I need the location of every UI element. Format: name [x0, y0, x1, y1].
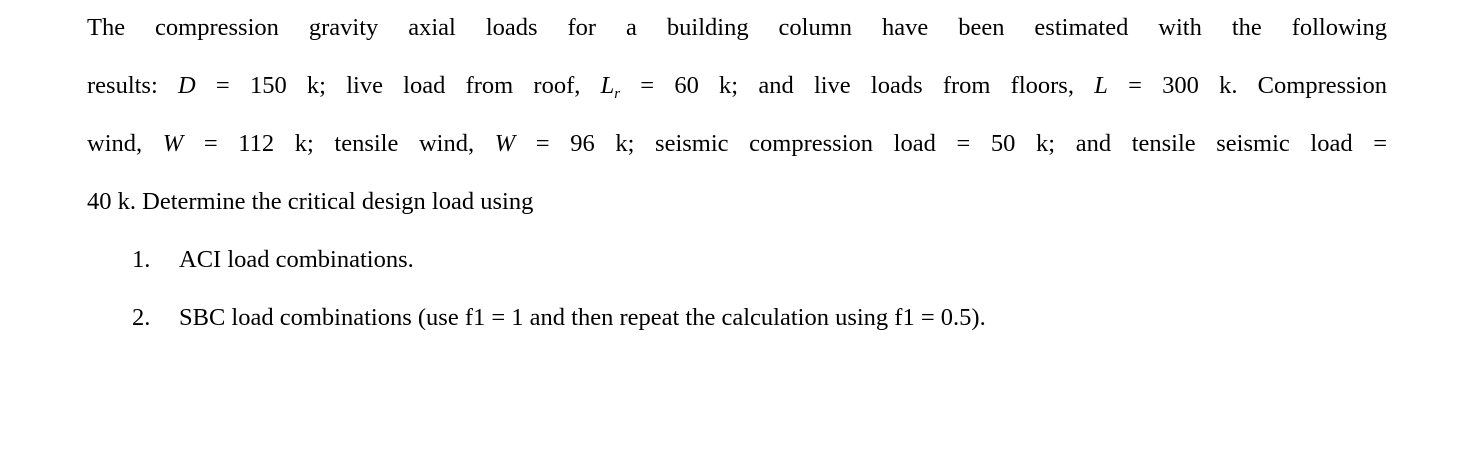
- list-number: 2.: [132, 304, 151, 331]
- statement-text: = 112 k; tensile wind,: [183, 130, 495, 157]
- list-item: [87, 289, 1387, 347]
- problem-document: [87, 0, 1387, 347]
- statement-text: = 150 k; live load from roof,: [195, 72, 601, 99]
- statement-text: wind,: [87, 130, 163, 157]
- statement-line-2: [87, 57, 1387, 115]
- wind-load-symbol: W: [494, 130, 516, 157]
- dead-load-symbol: D: [178, 72, 196, 99]
- statement-line-3: [87, 115, 1387, 173]
- floor-live-load-symbol: L: [1094, 72, 1108, 99]
- symbol-letter: L: [600, 72, 615, 99]
- statement-text: The compression gravity axial loads for a building column have been estimated with the following: [87, 14, 1387, 41]
- list-item-text: ACI load combinations.: [179, 246, 414, 273]
- wind-load-symbol: W: [162, 130, 184, 157]
- statement-text: = 96 k; seismic compression load = 50 k; and tensile seismic load =: [515, 130, 1388, 157]
- statement-line-4: [87, 173, 1387, 231]
- task-list: [87, 231, 1387, 347]
- list-item: [87, 231, 1387, 289]
- statement-text: 40 k. Determine the critical design load using: [87, 188, 534, 215]
- statement-line-1: [87, 0, 1387, 57]
- statement-text: results:: [87, 72, 178, 99]
- statement-text: = 60 k; and live loads from floors,: [620, 72, 1095, 99]
- symbol-subscript: r: [614, 86, 621, 102]
- roof-live-load-symbol: [600, 72, 621, 102]
- list-number: 1.: [132, 246, 151, 273]
- problem-statement: [87, 0, 1387, 231]
- statement-text: = 300 k. Compression: [1107, 72, 1387, 99]
- list-item-text: SBC load combinations (use f1 = 1 and then repeat the calculation using f1 = 0.5).: [179, 304, 986, 331]
